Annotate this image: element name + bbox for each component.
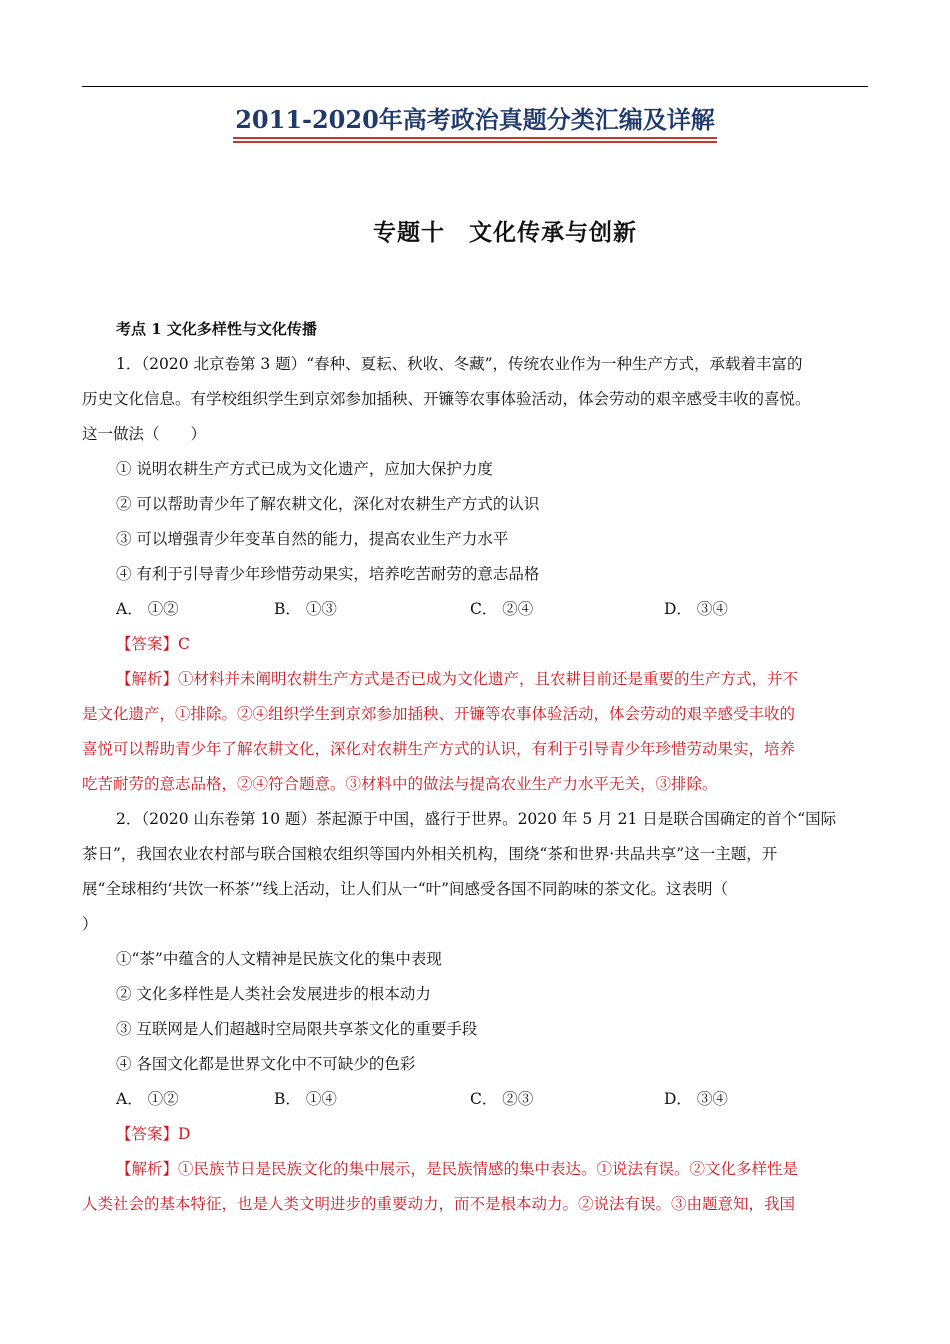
question-2-stem-line-1: 2．（2020 山东卷第 10 题）茶起源于中国，盛行于世界。2020 年 5 月 21 日是联合国确定的首个“国际: [116, 810, 837, 828]
question-1-analysis-line-1: 【解析】①材料并未阐明农耕生产方式是否已成为文化遗产，且农耕目前还是重要的生产方式，并不: [116, 670, 799, 688]
question-1-option-2: ② 可以帮助青少年了解农耕文化，深化对农耕生产方式的认识: [116, 495, 540, 513]
section-heading: 考点 1 文化多样性与文化传播: [116, 320, 317, 338]
question-1-answer: 【答案】C: [116, 635, 190, 653]
question-2-choices: [82, 1082, 868, 1117]
question-1-analysis-line-4: 吃苦耐劳的意志品格，②④符合题意。③材料中的做法与提高农业生产力水平无关，③排除。: [82, 775, 718, 793]
question-1-stem-line-2: 历史文化信息。有学校组织学生到京郊参加插秧、开镰等农事体验活动，体会劳动的艰辛感受丰收的喜悦。: [82, 390, 811, 408]
question-2-option-2: ② 文化多样性是人类社会发展进步的根本动力: [116, 985, 431, 1003]
question-2-analysis-line-2: 人类社会的基本特征，也是人类文明进步的重要动力，而不是根本动力。②说法有误。③由题意知，我国: [82, 1195, 796, 1213]
question-1: [82, 347, 868, 802]
question-2-stem-line-4: ）: [82, 915, 98, 933]
chapter-title: 专题十 文化传承与创新: [373, 220, 637, 246]
choice-d: D． ③④: [664, 1090, 728, 1108]
question-2-analysis-line-1: 【解析】①民族节日是民族文化的集中展示，是民族情感的集中表达。①说法有误。②文化多样性是: [116, 1160, 799, 1178]
question-1-analysis-line-3: 喜悦可以帮助青少年了解农耕文化，深化对农耕生产方式的认识，有利于引导青少年珍惜劳动果实，培养: [82, 740, 796, 758]
document-title: 2011-2020年高考政治真题分类汇编及详解: [0, 100, 950, 139]
question-1-choices: [82, 592, 868, 627]
choice-a: A． ①②: [116, 1090, 179, 1108]
question-2: [82, 802, 868, 1222]
question-2-answer: 【答案】D: [116, 1125, 191, 1143]
choice-b: B． ①④: [274, 1090, 337, 1108]
question-2-option-3: ③ 互联网是人们超越时空局限共享茶文化的重要手段: [116, 1020, 478, 1038]
question-2-option-4: ④ 各国文化都是世界文化中不可缺少的色彩: [116, 1055, 416, 1073]
choice-d: D． ③④: [664, 600, 728, 618]
choice-c: C． ②④: [470, 600, 534, 618]
question-2-stem-line-3: 展“全球相约‘共饮一杯茶’”线上活动，让人们从一“叶”间感受各国不同韵味的茶文化。这表明（: [82, 880, 729, 898]
choice-b: B． ①③: [274, 600, 337, 618]
question-2-stem-line-2: 茶日”，我国农业农村部与联合国粮农组织等国内外相关机构，围绕“茶和世界·共品共享”这一主题，开: [82, 845, 778, 863]
question-1-stem-line-3: 这一做法（ ）: [82, 425, 207, 443]
content: [82, 312, 868, 1222]
question-2-option-1: ①“茶”中蕴含的人文精神是民族文化的集中表现: [116, 950, 442, 968]
question-1-option-1: ① 说明农耕生产方式已成为文化遗产，应加大保护力度: [116, 460, 493, 478]
choice-a: A． ①②: [116, 600, 179, 618]
choice-c: C． ②③: [470, 1090, 534, 1108]
question-1-stem-line-1: 1．（2020 北京卷第 3 题）“春种、夏耘、秋收、冬藏”，传统农业作为一种生产方式，承载着丰富的: [116, 355, 803, 373]
header-rule: [82, 86, 868, 87]
question-1-option-4: ④ 有利于引导青少年珍惜劳动果实，培养吃苦耐劳的意志品格: [116, 565, 540, 583]
question-1-option-3: ③ 可以增强青少年变革自然的能力，提高农业生产力水平: [116, 530, 509, 548]
question-1-analysis-line-2: 是文化遗产，①排除。②④组织学生到京郊参加插秧、开镰等农事体验活动，体会劳动的艰辛感受丰收的: [82, 705, 796, 723]
